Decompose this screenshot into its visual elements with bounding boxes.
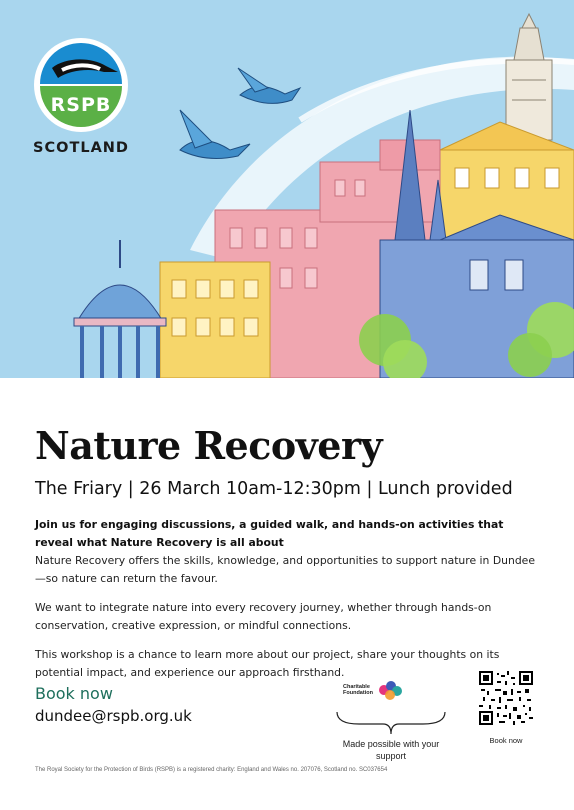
bird-icon	[180, 110, 250, 158]
brace-divider	[335, 710, 447, 736]
paragraph: We want to integrate nature into every recovery journey, whether through hands-on conservation, creative expression, or mindful connections.	[35, 600, 492, 632]
avocet-icon	[34, 38, 128, 132]
bird-icon	[238, 68, 300, 103]
rspb-logo	[33, 38, 129, 156]
hero-illustration	[0, 0, 574, 378]
sponsor-block	[335, 676, 447, 762]
event-subtitle: The Friary | 26 March 10am-12:30pm | Lunch provided	[35, 478, 513, 499]
booking-section	[35, 684, 192, 725]
sponsor-logo-text: Charitable Foundation	[343, 684, 373, 696]
charity-footer: The Royal Society for the Protection of Birds (RSPB) is a registered charity: England and Wales no. 207076, Scotland no. SC037654	[35, 767, 388, 773]
book-now-heading: Book now	[35, 684, 113, 703]
email-link[interactable]: dundee@rspb.org.uk	[35, 707, 192, 725]
event-details	[35, 425, 545, 682]
logo-text: RSPB	[50, 94, 112, 116]
qr-caption: Book now	[489, 736, 523, 745]
yellow-building	[160, 262, 270, 378]
paragraph: Nature Recovery offers the skills, knowledge, and opportunities to support nature in Dundee—so nature can return the favour.	[35, 553, 535, 585]
sponsor-caption: Made possible with your support	[342, 739, 440, 761]
qr-code-icon	[479, 671, 533, 725]
logo-subtitle: SCOTLAND	[33, 140, 129, 156]
qr-code[interactable]	[479, 671, 533, 725]
logo-circle	[34, 38, 128, 132]
intro-text: Join us for engaging discussions, a guided walk, and hands-on activities that reveal what Nature Recovery is all about	[35, 517, 504, 549]
page-title: Nature Recovery	[35, 423, 383, 468]
tower	[506, 14, 552, 140]
paragraph: This workshop is a chance to learn more about our project, share your thoughts on its potential impact, and experience our approach firsthand.	[35, 647, 500, 679]
bandstand	[74, 240, 166, 378]
hands-icon	[375, 678, 405, 704]
sponsor-logo	[335, 676, 447, 706]
